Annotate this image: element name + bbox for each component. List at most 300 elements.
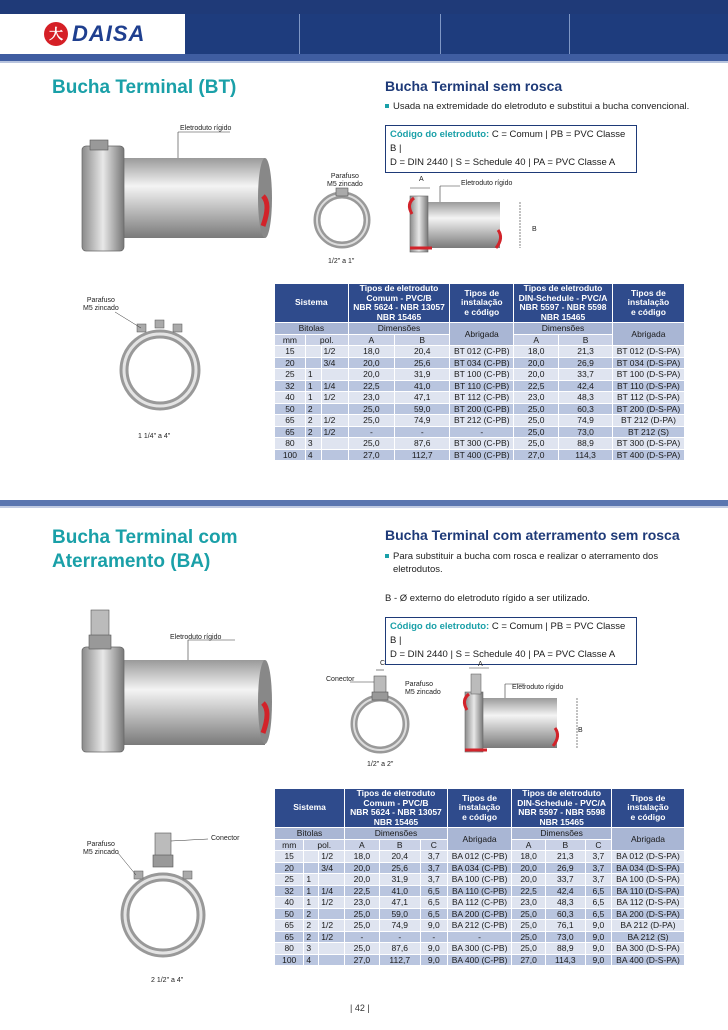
th-c-ba-1: C <box>420 839 447 851</box>
th-tipos-comum-ba: Tipos de eletroduto Comum - PVC/B NBR 5624 - NBR 13057 NBR 15465 <box>345 789 448 828</box>
table-cell: 65 <box>275 920 304 932</box>
table-cell: 25,0 <box>512 920 546 932</box>
table-cell: 2 <box>304 931 319 943</box>
table-cell: 2 <box>305 426 321 438</box>
th-mm-ba: mm <box>275 839 304 851</box>
table-cell: BT 100 (D-S-PA) <box>612 369 684 381</box>
daisa-logo-icon: 大 <box>44 22 68 46</box>
table-cell: 21,3 <box>545 851 585 863</box>
table-cell: 20,4 <box>379 851 420 863</box>
table-cell: 9,0 <box>420 954 447 966</box>
table-cell: 47,1 <box>379 897 420 909</box>
table-cell: 41,0 <box>379 885 420 897</box>
conduit-bushing-drawing <box>70 118 280 258</box>
th-b-2: B <box>559 334 613 346</box>
table-cell: - <box>348 426 394 438</box>
table-cell: 87,6 <box>395 438 450 450</box>
label-eletroduto: Eletroduto rígido <box>180 125 232 132</box>
table-cell: BT 212 (C-PB) <box>450 415 514 427</box>
label-parafuso-ba-large: Parafuso M5 zincado <box>83 841 119 856</box>
table-cell: 1 <box>305 392 321 404</box>
table-row <box>275 392 685 404</box>
th-b-ba-1: B <box>379 839 420 851</box>
th-tipos-comum: Tipos de eletroduto Comum - PVC/B NBR 5624 - NBR 13057 NBR 15465 <box>348 284 450 323</box>
table-cell: 20,0 <box>512 874 546 886</box>
table-cell: 22,5 <box>514 380 559 392</box>
table-cell: 87,6 <box>379 943 420 955</box>
table-cell: 25,0 <box>348 403 394 415</box>
table-row <box>275 897 685 909</box>
th-abrigada-1: Abrigada <box>450 323 514 346</box>
table-row <box>275 920 685 932</box>
table-cell: - <box>420 931 447 943</box>
table-row <box>275 943 685 955</box>
table-cell: BA 112 (D-S-PA) <box>611 897 684 909</box>
table-row <box>275 403 685 415</box>
label-parafuso-large: Parafuso M5 zincado <box>83 297 119 312</box>
table-cell: 73,0 <box>545 931 585 943</box>
table-cell: 25,0 <box>514 415 559 427</box>
table-cell: 2 <box>304 908 319 920</box>
th-dimensoes-2: Dimensões <box>514 323 613 335</box>
grounding-bushing-drawing <box>70 605 280 760</box>
table-cell: 59,0 <box>379 908 420 920</box>
table-cell: 88,9 <box>559 438 613 450</box>
table-cell: BA 112 (C-PB) <box>447 897 512 909</box>
table-cell: 32 <box>275 380 306 392</box>
table-cell: BT 110 (D-S-PA) <box>612 380 684 392</box>
table-cell: BT 400 (C-PB) <box>450 449 514 461</box>
table-cell: BA 100 (D-S-PA) <box>611 874 684 886</box>
th-a-ba-1: A <box>345 839 380 851</box>
th-abrigada-ba-1: Abrigada <box>447 828 512 851</box>
table-cell: 6,5 <box>585 885 611 897</box>
table-row <box>275 380 685 392</box>
table-row <box>275 862 685 874</box>
table-cell: 18,0 <box>345 851 380 863</box>
top-bar <box>0 0 728 14</box>
th-instalacao-1: Tipos de instalação e código <box>450 284 514 323</box>
th-dimensoes-1: Dimensões <box>348 323 450 335</box>
table-row <box>275 954 685 966</box>
table-cell: 60,3 <box>545 908 585 920</box>
th-mm: mm <box>275 334 306 346</box>
table-cell: 112,7 <box>395 449 450 461</box>
table-cell: 18,0 <box>348 346 394 358</box>
bt-table-body <box>275 346 685 461</box>
table-cell: 23,0 <box>348 392 394 404</box>
table-cell: 114,3 <box>545 954 585 966</box>
table-cell: 40 <box>275 392 306 404</box>
brand-name: DAISA <box>72 21 146 46</box>
table-cell: 50 <box>275 403 306 415</box>
section2-bullet: Para substituir a bucha com rosca e realizar o aterramento dos eletrodutos. <box>385 550 705 576</box>
table-cell: 4 <box>305 449 321 461</box>
table-cell: 9,0 <box>420 920 447 932</box>
table-cell: - <box>345 931 380 943</box>
table-cell: 25,0 <box>514 438 559 450</box>
table-cell: 1 <box>305 380 321 392</box>
label-eletroduto-ba: Eletroduto rígido <box>170 634 222 641</box>
table-cell: 25,0 <box>512 908 546 920</box>
table-cell <box>321 369 348 381</box>
table-row <box>275 885 685 897</box>
table-cell <box>321 449 348 461</box>
table-cell: 26,9 <box>545 862 585 874</box>
table-cell: 74,9 <box>559 415 613 427</box>
table-cell: BA 400 (D-S-PA) <box>611 954 684 966</box>
header-divider <box>0 54 728 61</box>
table-cell: - <box>379 931 420 943</box>
dim-b-label: B <box>532 226 537 233</box>
table-cell: 65 <box>275 426 306 438</box>
th-dimensoes-ba-2: Dimensões <box>512 828 612 840</box>
table-cell <box>319 954 345 966</box>
label-range-large-ba: 2 1/2" a 4" <box>151 977 184 984</box>
table-cell: 88,9 <box>545 943 585 955</box>
table-row <box>275 449 685 461</box>
th-b-ba-2: B <box>545 839 585 851</box>
section2-code-box: Código do eletroduto: C = Comum | PB = PVC Classe B | D = DIN 2440 | S = Schedule 40 | PA = PVC Classe A <box>385 617 637 665</box>
table-cell: BT 112 (D-S-PA) <box>612 392 684 404</box>
ba-dimensions-table <box>274 788 685 966</box>
th-bitolas-ba: Bitolas <box>275 828 345 840</box>
table-cell: 74,9 <box>395 415 450 427</box>
table-cell: 3,7 <box>420 874 447 886</box>
label-eletroduto-ba-2: Eletroduto rígido <box>512 684 564 691</box>
table-cell: 1/2 <box>319 851 345 863</box>
table-row <box>275 931 685 943</box>
table-cell: 48,3 <box>559 392 613 404</box>
table-cell: 47,1 <box>395 392 450 404</box>
table-cell: 18,0 <box>514 346 559 358</box>
th-sistema: Sistema <box>275 284 349 323</box>
table-cell: 1/2 <box>321 426 348 438</box>
grounding-side-view-drawing <box>455 660 595 760</box>
table-cell: 15 <box>275 346 306 358</box>
ba-table-body <box>275 851 685 966</box>
table-cell: BA 200 (C-PB) <box>447 908 512 920</box>
table-cell: 25,0 <box>345 908 380 920</box>
table-cell <box>319 943 345 955</box>
table-cell: 48,3 <box>545 897 585 909</box>
table-cell: 42,4 <box>559 380 613 392</box>
table-cell: 31,9 <box>379 874 420 886</box>
table-row <box>275 874 685 886</box>
label-range-large: 1 1/4" a 4" <box>138 433 171 440</box>
table-cell: 25,6 <box>395 357 450 369</box>
section-divider-light <box>0 506 728 508</box>
table-cell: 3 <box>305 438 321 450</box>
table-cell: 6,5 <box>585 908 611 920</box>
table-cell: BT 012 (C-PB) <box>450 346 514 358</box>
table-cell: - <box>395 426 450 438</box>
table-cell: 33,7 <box>545 874 585 886</box>
table-cell: BA 012 (D-S-PA) <box>611 851 684 863</box>
table-cell: 25,0 <box>512 943 546 955</box>
table-cell: 25,0 <box>345 920 380 932</box>
table-cell: 73,0 <box>559 426 613 438</box>
table-cell: BA 012 (C-PB) <box>447 851 512 863</box>
table-cell: 3/4 <box>319 862 345 874</box>
th-instalacao-2: Tipos de instalação e código <box>612 284 684 323</box>
th-b-1: B <box>395 334 450 346</box>
table-cell <box>321 438 348 450</box>
table-cell: BA 110 (D-S-PA) <box>611 885 684 897</box>
label-parafuso-ba: Parafuso M5 zincado <box>405 681 441 696</box>
th-a-2: A <box>514 334 559 346</box>
table-cell: 100 <box>275 449 306 461</box>
table-cell: 65 <box>275 931 304 943</box>
th-c-ba-2: C <box>585 839 611 851</box>
table-cell: 27,0 <box>512 954 546 966</box>
table-row <box>275 415 685 427</box>
table-cell: BT 400 (D-S-PA) <box>612 449 684 461</box>
table-cell: 9,0 <box>585 920 611 932</box>
table-cell: BA 212 (S) <box>611 931 684 943</box>
section1-code-box: Código do eletroduto: C = Comum | PB = PVC Classe B | D = DIN 2440 | S = Schedule 40 | PA = PVC Classe A <box>385 125 637 173</box>
table-cell: 25,6 <box>379 862 420 874</box>
table-cell: 60,3 <box>559 403 613 415</box>
table-cell: 20 <box>275 357 306 369</box>
table-cell: BA 300 (D-S-PA) <box>611 943 684 955</box>
th-a-1: A <box>348 334 394 346</box>
table-cell: 33,7 <box>559 369 613 381</box>
table-cell: 80 <box>275 943 304 955</box>
table-cell: 25 <box>275 874 304 886</box>
table-cell: 50 <box>275 908 304 920</box>
small-bushing-ring-drawing <box>312 180 372 260</box>
table-cell: 1/4 <box>321 380 348 392</box>
table-cell: 100 <box>275 954 304 966</box>
table-cell: 2 <box>305 415 321 427</box>
table-row <box>275 438 685 450</box>
dim-a-label: A <box>419 176 424 183</box>
table-cell: BA 034 (C-PB) <box>447 862 512 874</box>
header-band <box>185 14 728 54</box>
table-cell: 6,5 <box>420 885 447 897</box>
table-cell: BT 300 (D-S-PA) <box>612 438 684 450</box>
table-cell: BA 110 (C-PB) <box>447 885 512 897</box>
table-row <box>275 346 685 358</box>
table-cell: 25,0 <box>345 943 380 955</box>
th-a-ba-2: A <box>512 839 546 851</box>
table-cell <box>305 346 321 358</box>
table-cell <box>319 908 345 920</box>
section1-bullet: Usada na extremidade do eletroduto e substitui a bucha convencional. <box>385 100 705 113</box>
table-cell: 25,0 <box>514 426 559 438</box>
table-cell: 27,0 <box>345 954 380 966</box>
table-cell: 3/4 <box>321 357 348 369</box>
table-cell: 20,0 <box>512 862 546 874</box>
table-cell: - <box>450 426 514 438</box>
table-cell: 20,0 <box>348 357 394 369</box>
table-cell <box>304 851 319 863</box>
th-instalacao-ba-1: Tipos de instalação e código <box>447 789 512 828</box>
section2-subtitle: Bucha Terminal com aterramento sem rosca <box>385 527 680 543</box>
table-cell: BT 034 (D-S-PA) <box>612 357 684 369</box>
table-cell: 3,7 <box>585 874 611 886</box>
table-cell: 9,0 <box>585 931 611 943</box>
table-cell: BT 110 (C-PB) <box>450 380 514 392</box>
table-cell: 41,0 <box>395 380 450 392</box>
table-cell: BT 200 (C-PB) <box>450 403 514 415</box>
dim-b-label-ba: B <box>578 727 583 734</box>
table-cell: BT 212 (D-PA) <box>612 415 684 427</box>
table-cell: BT 012 (D-S-PA) <box>612 346 684 358</box>
table-cell: 112,7 <box>379 954 420 966</box>
table-cell: 42,4 <box>545 885 585 897</box>
table-cell: BT 300 (C-PB) <box>450 438 514 450</box>
th-tipos-din-ba: Tipos de eletroduto DIN-Schedule - PVC/A NBR 5597 - NBR 5598 NBR 15465 <box>512 789 612 828</box>
large-grounding-ring-drawing <box>118 825 208 970</box>
table-cell: 2 <box>305 403 321 415</box>
section1-title: Bucha Terminal (BT) <box>52 77 237 98</box>
table-cell: 3 <box>304 943 319 955</box>
table-cell: 20,4 <box>395 346 450 358</box>
table-cell: BA 100 (C-PB) <box>447 874 512 886</box>
label-range-small-ba: 1/2" a 2" <box>367 761 394 768</box>
dim-a-label-ba: A <box>478 661 483 668</box>
table-cell: - <box>447 931 512 943</box>
table-cell: 31,9 <box>395 369 450 381</box>
table-cell: 15 <box>275 851 304 863</box>
label-range-small: 1/2" a 1" <box>328 258 355 265</box>
th-pol-ba: pol. <box>304 839 345 851</box>
table-cell: 27,0 <box>348 449 394 461</box>
table-cell: 22,5 <box>512 885 546 897</box>
table-cell: 9,0 <box>420 943 447 955</box>
table-cell: 23,0 <box>512 897 546 909</box>
table-row <box>275 369 685 381</box>
table-cell: 23,0 <box>514 392 559 404</box>
th-tipos-din: Tipos de eletroduto DIN-Schedule - PVC/A NBR 5597 - NBR 5598 NBR 15465 <box>514 284 613 323</box>
table-cell: 1 <box>304 885 319 897</box>
table-cell: 9,0 <box>585 943 611 955</box>
table-cell: 20,0 <box>345 862 380 874</box>
label-conector-large: Conector <box>211 835 240 842</box>
section2-title: Bucha Terminal com Aterramento (BA) <box>52 527 238 572</box>
table-cell: 1/2 <box>321 346 348 358</box>
table-cell: BA 212 (D-PA) <box>611 920 684 932</box>
table-cell: 1/2 <box>319 897 345 909</box>
table-cell: 3,7 <box>585 862 611 874</box>
table-cell: BT 112 (C-PB) <box>450 392 514 404</box>
table-cell: 59,0 <box>395 403 450 415</box>
table-cell: BA 034 (D-S-PA) <box>611 862 684 874</box>
table-cell: 1 <box>305 369 321 381</box>
table-cell: 20,0 <box>345 874 380 886</box>
table-cell: BT 200 (D-S-PA) <box>612 403 684 415</box>
table-cell: 1/4 <box>319 885 345 897</box>
table-cell: BA 212 (C-PB) <box>447 920 512 932</box>
bushing-side-view-drawing <box>400 180 545 255</box>
table-cell: 2 <box>304 920 319 932</box>
table-cell: 22,5 <box>345 885 380 897</box>
table-cell: 74,9 <box>379 920 420 932</box>
label-conector: Conector <box>326 676 355 683</box>
table-cell: 27,0 <box>514 449 559 461</box>
table-cell <box>321 403 348 415</box>
table-cell: 26,9 <box>559 357 613 369</box>
th-sistema-ba: Sistema <box>275 789 345 828</box>
table-cell <box>304 862 319 874</box>
table-cell: 18,0 <box>512 851 546 863</box>
table-cell: 25 <box>275 369 306 381</box>
table-cell: 40 <box>275 897 304 909</box>
section1-subtitle: Bucha Terminal sem rosca <box>385 78 563 94</box>
table-cell: 23,0 <box>345 897 380 909</box>
bullet-square-icon <box>385 104 389 108</box>
table-row <box>275 426 685 438</box>
table-cell: 1/2 <box>319 931 345 943</box>
table-cell: 20 <box>275 862 304 874</box>
table-cell: 114,3 <box>559 449 613 461</box>
table-cell: 20,0 <box>348 369 394 381</box>
table-cell: 1 <box>304 897 319 909</box>
table-cell: 25,0 <box>348 415 394 427</box>
table-cell: 32 <box>275 885 304 897</box>
table-cell: BA 200 (D-S-PA) <box>611 908 684 920</box>
th-pol: pol. <box>305 334 348 346</box>
table-cell: 3,7 <box>420 851 447 863</box>
bt-dimensions-table <box>274 283 685 461</box>
table-row <box>275 357 685 369</box>
table-cell: BA 300 (C-PB) <box>447 943 512 955</box>
th-abrigada-ba-2: Abrigada <box>611 828 684 851</box>
table-cell: 76,1 <box>545 920 585 932</box>
table-cell: BT 100 (C-PB) <box>450 369 514 381</box>
table-cell: 1/2 <box>321 392 348 404</box>
table-cell: BT 034 (C-PB) <box>450 357 514 369</box>
dim-c-label: C <box>380 660 386 667</box>
table-cell: 1/2 <box>321 415 348 427</box>
table-cell: 6,5 <box>420 897 447 909</box>
brand-logo <box>44 20 179 48</box>
table-cell: 20,0 <box>514 369 559 381</box>
th-instalacao-ba-2: Tipos de instalação e código <box>611 789 684 828</box>
table-cell: 1 <box>304 874 319 886</box>
table-cell: 1/2 <box>319 920 345 932</box>
page-number: | 42 | <box>350 1003 370 1013</box>
table-cell: 6,5 <box>420 908 447 920</box>
header-divider-light <box>0 61 728 63</box>
th-bitolas: Bitolas <box>275 323 349 335</box>
table-cell: 9,0 <box>585 954 611 966</box>
large-bushing-ring-drawing <box>115 310 205 430</box>
section2-note: B - Ø externo do eletroduto rígido a ser utilizado. <box>385 593 590 604</box>
table-cell: BT 212 (S) <box>612 426 684 438</box>
table-row <box>275 908 685 920</box>
table-cell: 6,5 <box>585 897 611 909</box>
label-eletroduto-2: Eletroduto rígido <box>461 180 513 187</box>
table-cell: 22,5 <box>348 380 394 392</box>
th-abrigada-2: Abrigada <box>612 323 684 346</box>
table-cell: 4 <box>304 954 319 966</box>
table-row <box>275 851 685 863</box>
table-cell: 3,7 <box>585 851 611 863</box>
table-cell <box>305 357 321 369</box>
table-cell: 21,3 <box>559 346 613 358</box>
table-cell: 25,0 <box>514 403 559 415</box>
table-cell: 80 <box>275 438 306 450</box>
table-cell: 25,0 <box>348 438 394 450</box>
table-cell: BA 400 (C-PB) <box>447 954 512 966</box>
label-parafuso: Parafuso M5 zincado <box>327 173 363 188</box>
table-cell: 65 <box>275 415 306 427</box>
table-cell: 20,0 <box>514 357 559 369</box>
bullet-square-icon <box>385 554 389 558</box>
